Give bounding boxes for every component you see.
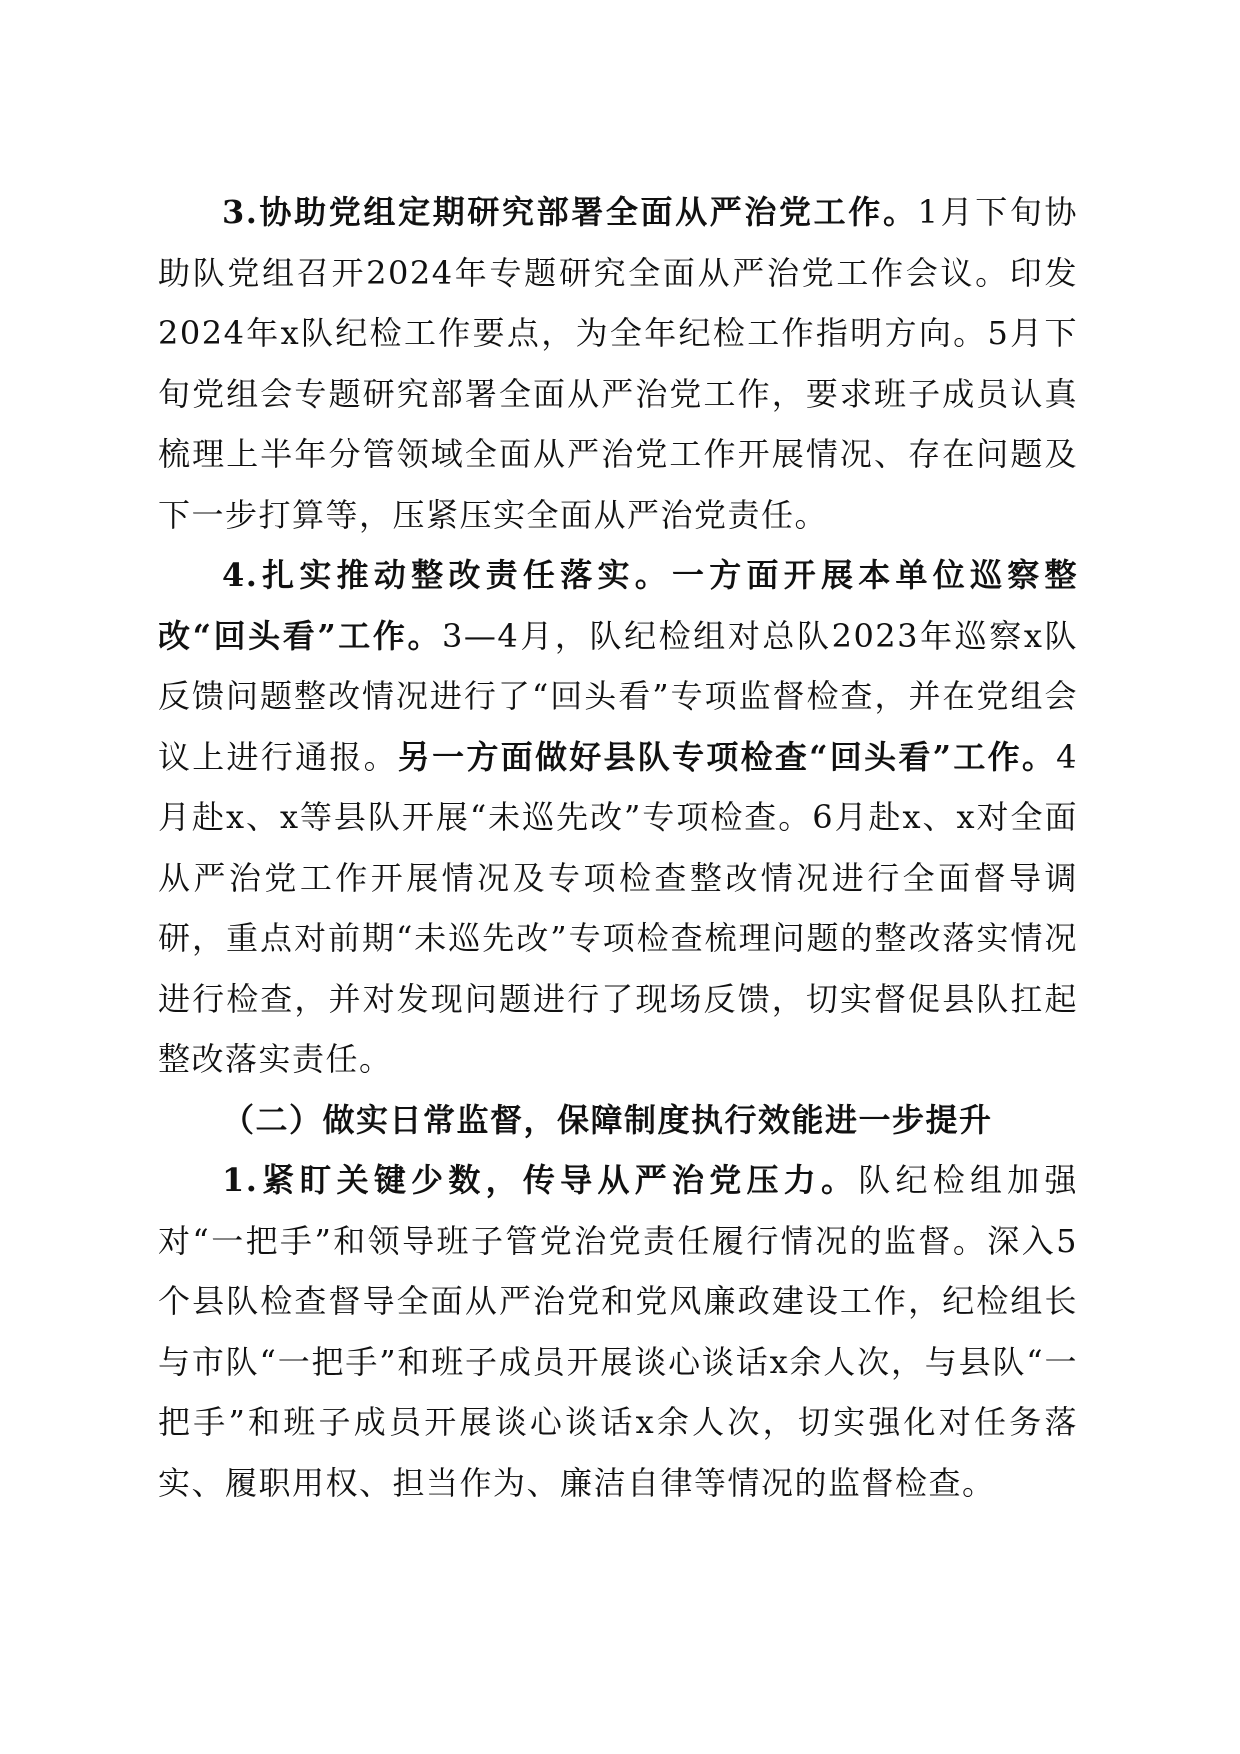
paragraph-item-4 xyxy=(158,545,1078,1090)
paragraph-body-text: 1月下旬协助队党组召开2024年专题研究全面从严治党工作会议。印发2024年x队纪检工作要点，为全年纪检工作指明方向。5月下旬党组会专题研究部署全面从严治党工作，要求班子成员认真梳理上半年分管领域全面从严治党工作开展情况、存在问题及下一步打算等，压紧压实全面从严治党责任。 xyxy=(158,193,1078,534)
paragraph-item-1 xyxy=(158,1150,1078,1513)
paragraph-item-3 xyxy=(158,182,1078,545)
paragraph-inline-bold: 另一方面做好县队专项检查“回头看”工作。 xyxy=(397,737,1057,776)
section-heading xyxy=(158,1090,1078,1151)
paragraph-lead-heading: 3.协助党组定期研究部署全面从严治党工作。 xyxy=(222,193,918,231)
paragraph-body-text: 4月赴x、x等县队开展“未巡先改”专项检查。6月赴x、x对全面从严治党工作开展情况及专项检查整改情况进行全面督导调研，重点对前期“未巡先改”专项检查梳理问题的整改落实情况进行检查，并对发现问题进行了现场反馈，切实督促县队扛起整改落实责任。 xyxy=(158,737,1078,1078)
paragraph-lead-heading: 1.紧盯关键少数，传导从严治党压力。 xyxy=(222,1161,859,1199)
document-body xyxy=(158,182,1078,1513)
paragraph-body-text: 3—4月，队纪检组对总队2023年巡察x队反馈问题整改情况进行了“回头看”专项监督检查，并在党组会议上进行通报。 xyxy=(158,616,1078,776)
paragraph-lead-heading: 4.扎实推动整改责任落实。一方面开展本单位巡察整改“回头看”工作。 xyxy=(158,556,1078,655)
section-heading-text: （二）做实日常监督，保障制度执行效能进一步提升 xyxy=(222,1100,993,1139)
paragraph-body-text: 队纪检组加强对“一把手”和领导班子管党治党责任履行情况的监督。深入5个县队检查督导全面从严治党和党风廉政建设工作，纪检组长与市队“一把手”和班子成员开展谈心谈话x余人次，与县队“一把手”和班子成员开展谈心谈话x余人次，切实强化对任务落实、履职用权、担当作为、廉洁自律等情况的监督检查。 xyxy=(158,1161,1078,1502)
